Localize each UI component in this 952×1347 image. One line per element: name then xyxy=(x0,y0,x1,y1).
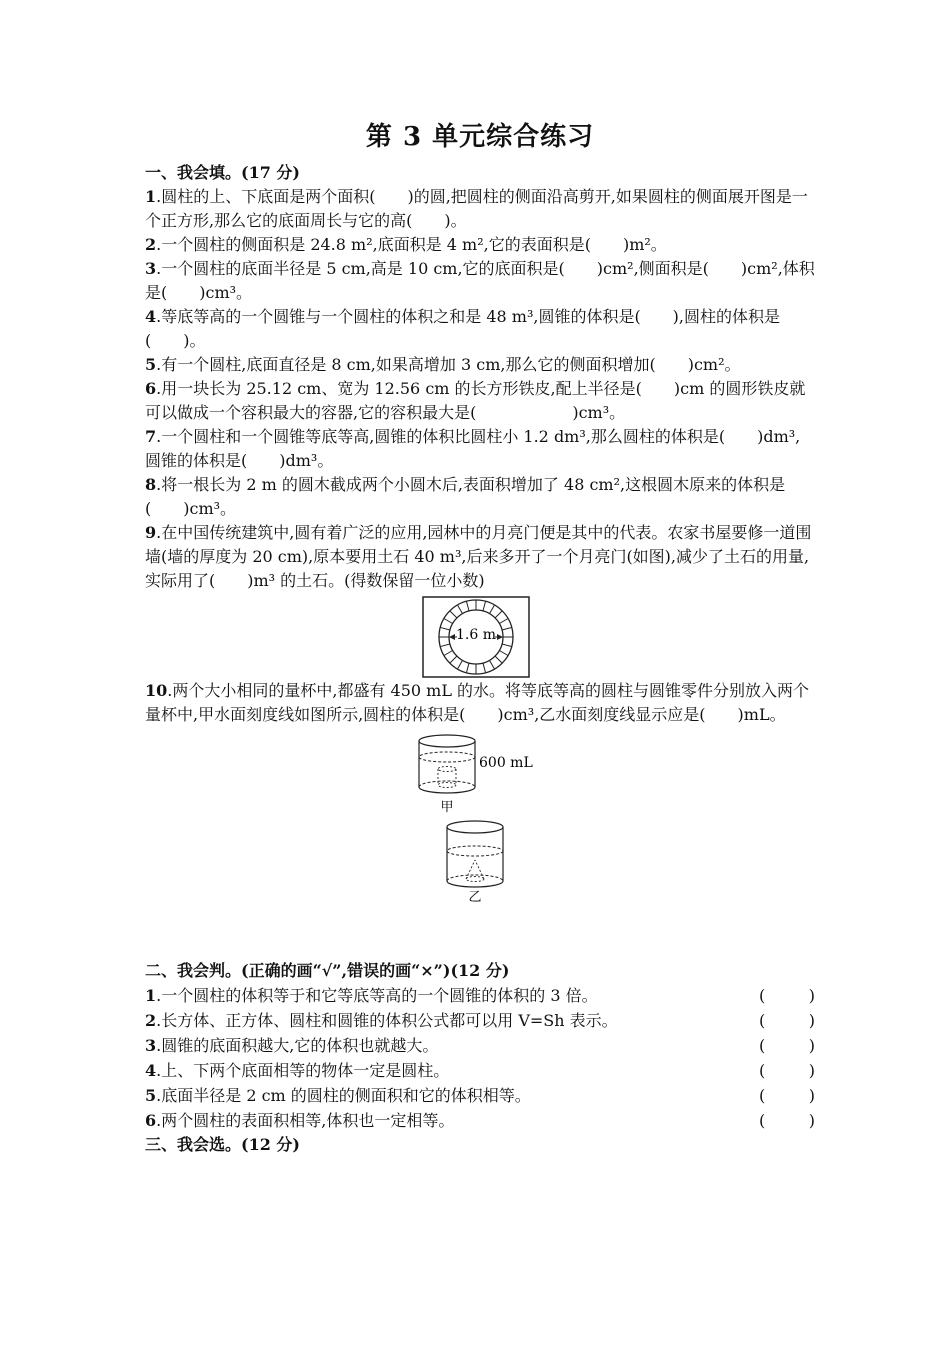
question-text: 一个圆柱的底面半径是 5 cm,高是 10 cm,它的底面积是( )cm²,侧面积是( )cm²,体积是( )cm³。 xyxy=(145,259,815,302)
paren-close: ) xyxy=(808,1111,815,1130)
measuring-cups-figure xyxy=(145,727,815,905)
question-text: 一个圆柱的侧面积是 24.8 m²,底面积是 4 m²,它的表面积是( )m²。 xyxy=(161,235,667,254)
judge-number: 2 xyxy=(145,1011,157,1030)
paren-open: ( xyxy=(759,1061,766,1080)
cup-jia-label: 甲 xyxy=(440,800,454,815)
judge-number: 6 xyxy=(145,1111,157,1130)
question-text: 等底等高的一个圆锥与一个圆柱的体积之和是 48 m³,圆锥的体积是( ),圆柱的体积是( )。 xyxy=(145,307,781,350)
judge-item xyxy=(145,983,815,1008)
question-8: 8.将一根长为 2 m 的圆木截成两个小圆木后,表面积增加了 48 cm²,这根圆木原来的体积是( )cm³。 xyxy=(145,475,786,518)
judge-text: 1.一个圆柱的体积等于和它等底等高的一个圆锥的体积的 3 倍。 xyxy=(145,986,598,1005)
question-number: 6 xyxy=(145,379,157,398)
paren-close: ) xyxy=(808,1061,815,1080)
paren-close: ) xyxy=(808,1086,815,1105)
judge-item xyxy=(145,1008,815,1033)
question-number: 5 xyxy=(145,355,157,374)
question-text: 圆柱的上、下底面是两个面积( )的圆,把圆柱的侧面沿高剪开,如果圆柱的侧面展开图是一个正方形,那么它的底面周长与它的高( )。 xyxy=(145,187,808,230)
question-text: 有一个圆柱,底面直径是 8 cm,如果高增加 3 cm,那么它的侧面积增加( )cm²。 xyxy=(161,355,741,374)
diameter-label: 1.6 m xyxy=(456,627,496,643)
answer-blank[interactable] xyxy=(759,1008,815,1033)
cup-yi-label: 乙 xyxy=(468,890,482,905)
judge-item xyxy=(145,1108,815,1133)
worksheet-page xyxy=(145,116,815,1157)
question-number: 2 xyxy=(145,235,157,254)
answer-blank[interactable] xyxy=(759,1083,815,1108)
paren-close: ) xyxy=(808,1011,815,1030)
question-number: 10 xyxy=(145,681,168,700)
section2-heading: 二、我会判。(正确的画“√”,错误的画“×”)(12 分) xyxy=(145,961,510,980)
question-number: 7 xyxy=(145,427,157,446)
judge-statement: 上、下两个底面相等的物体一定是圆柱。 xyxy=(161,1061,450,1080)
measuring-cups-diagram xyxy=(145,727,815,905)
judge-statement: 长方体、正方体、圆柱和圆锥的体积公式都可以用 V=Sh 表示。 xyxy=(161,1011,618,1030)
question-number: 3 xyxy=(145,259,157,278)
paren-close: ) xyxy=(808,986,815,1005)
judge-text: 4.上、下两个底面相等的物体一定是圆柱。 xyxy=(145,1061,450,1080)
moon-gate-diagram xyxy=(145,593,815,679)
question-3: 3.一个圆柱的底面半径是 5 cm,高是 10 cm,它的底面积是( )cm²,侧面积是( )cm²,体积是( )cm³。 xyxy=(145,259,815,302)
cup-jia xyxy=(419,735,475,793)
question-5: 5.有一个圆柱,底面直径是 8 cm,如果高增加 3 cm,那么它的侧面积增加( )cm²。 xyxy=(145,355,741,374)
page-title: 第 3 单元综合练习 xyxy=(365,122,595,152)
paren-open: ( xyxy=(759,1111,766,1130)
question-6: 6.用一块长为 25.12 cm、宽为 12.56 cm 的长方形铁皮,配上半径是( )cm 的圆形铁皮就可以做成一个容积最大的容器,它的容积最大是( )cm³。 xyxy=(145,379,806,422)
question-text: 两个大小相同的量杯中,都盛有 450 mL 的水。将等底等高的圆柱与圆锥零件分别放入两个量杯中,甲水面刻度线如图所示,圆柱的体积是( )cm³,乙水面刻度线显示应是( )mL。 xyxy=(145,681,810,724)
judge-text: 3.圆锥的底面积越大,它的体积也就越大。 xyxy=(145,1036,439,1055)
paren-close: ) xyxy=(808,1036,815,1055)
paren-open: ( xyxy=(759,1036,766,1055)
judge-statement: 两个圆柱的表面积相等,体积也一定相等。 xyxy=(161,1111,455,1130)
question-9: 9.在中国传统建筑中,圆有着广泛的应用,园林中的月亮门便是其中的代表。农家书屋要修一道围墙(墙的厚度为 20 cm),原本要用土石 40 m³,后来多开了一个月亮门(如图),减少了土石的用量,实际用了( )m³ 的土石。(得数保留一位小数) xyxy=(145,523,812,590)
question-2: 2.一个圆柱的侧面积是 24.8 m²,底面积是 4 m²,它的表面积是( )m²。 xyxy=(145,235,667,254)
paren-open: ( xyxy=(759,1011,766,1030)
judge-text: 5.底面半径是 2 cm 的圆柱的侧面积和它的体积相等。 xyxy=(145,1086,531,1105)
cup-jia-level-label: 600 mL xyxy=(479,755,533,771)
judge-number: 3 xyxy=(145,1036,157,1055)
moon-gate-figure xyxy=(145,593,815,679)
question-text: 在中国传统建筑中,圆有着广泛的应用,园林中的月亮门便是其中的代表。农家书屋要修一道围墙(墙的厚度为 20 cm),原本要用土石 40 m³,后来多开了一个月亮门(如图),减少了土石的用量,实际用了( )m³ 的土石。(得数保留一位小数) xyxy=(145,523,812,590)
judge-text: 2.长方体、正方体、圆柱和圆锥的体积公式都可以用 V=Sh 表示。 xyxy=(145,1011,618,1030)
judge-item xyxy=(145,1033,815,1058)
section1-heading: 一、我会填。(17 分) xyxy=(145,163,300,182)
judge-item xyxy=(145,1058,815,1083)
question-text: 用一块长为 25.12 cm、宽为 12.56 cm 的长方形铁皮,配上半径是( )cm 的圆形铁皮就可以做成一个容积最大的容器,它的容积最大是( )cm³。 xyxy=(145,379,806,422)
question-10: 10.两个大小相同的量杯中,都盛有 450 mL 的水。将等底等高的圆柱与圆锥零件分别放入两个量杯中,甲水面刻度线如图所示,圆柱的体积是( )cm³,乙水面刻度线显示应是( )mL。 xyxy=(145,681,810,724)
question-number: 4 xyxy=(145,307,157,326)
judge-number: 5 xyxy=(145,1086,157,1105)
question-text: 将一根长为 2 m 的圆木截成两个小圆木后,表面积增加了 48 cm²,这根圆木原来的体积是( )cm³。 xyxy=(145,475,786,518)
judge-item xyxy=(145,1083,815,1108)
judge-statement: 一个圆柱的体积等于和它等底等高的一个圆锥的体积的 3 倍。 xyxy=(161,986,598,1005)
paren-open: ( xyxy=(759,986,766,1005)
judge-number: 4 xyxy=(145,1061,157,1080)
answer-blank[interactable] xyxy=(759,1058,815,1083)
judge-number: 1 xyxy=(145,986,157,1005)
question-1: 1.圆柱的上、下底面是两个面积( )的圆,把圆柱的侧面沿高剪开,如果圆柱的侧面展开图是一个正方形,那么它的底面周长与它的高( )。 xyxy=(145,187,808,230)
answer-blank[interactable] xyxy=(759,1108,815,1133)
paren-open: ( xyxy=(759,1086,766,1105)
answer-blank[interactable] xyxy=(759,1033,815,1058)
section3-heading: 三、我会选。(12 分) xyxy=(145,1135,300,1154)
question-text: 一个圆柱和一个圆锥等底等高,圆锥的体积比圆柱小 1.2 dm³,那么圆柱的体积是( )dm³,圆锥的体积是( )dm³。 xyxy=(145,427,801,470)
judge-text: 6.两个圆柱的表面积相等,体积也一定相等。 xyxy=(145,1111,455,1130)
question-number: 9 xyxy=(145,523,157,542)
cup-yi xyxy=(447,821,503,887)
judge-list xyxy=(145,983,815,1133)
answer-blank[interactable] xyxy=(759,983,815,1008)
question-7: 7.一个圆柱和一个圆锥等底等高,圆锥的体积比圆柱小 1.2 dm³,那么圆柱的体积是( )dm³,圆锥的体积是( )dm³。 xyxy=(145,427,801,470)
question-number: 8 xyxy=(145,475,157,494)
question-number: 1 xyxy=(145,187,157,206)
judge-statement: 圆锥的底面积越大,它的体积也就越大。 xyxy=(161,1036,439,1055)
judge-statement: 底面半径是 2 cm 的圆柱的侧面积和它的体积相等。 xyxy=(161,1086,531,1105)
question-4: 4.等底等高的一个圆锥与一个圆柱的体积之和是 48 m³,圆锥的体积是( ),圆柱的体积是( )。 xyxy=(145,307,781,350)
